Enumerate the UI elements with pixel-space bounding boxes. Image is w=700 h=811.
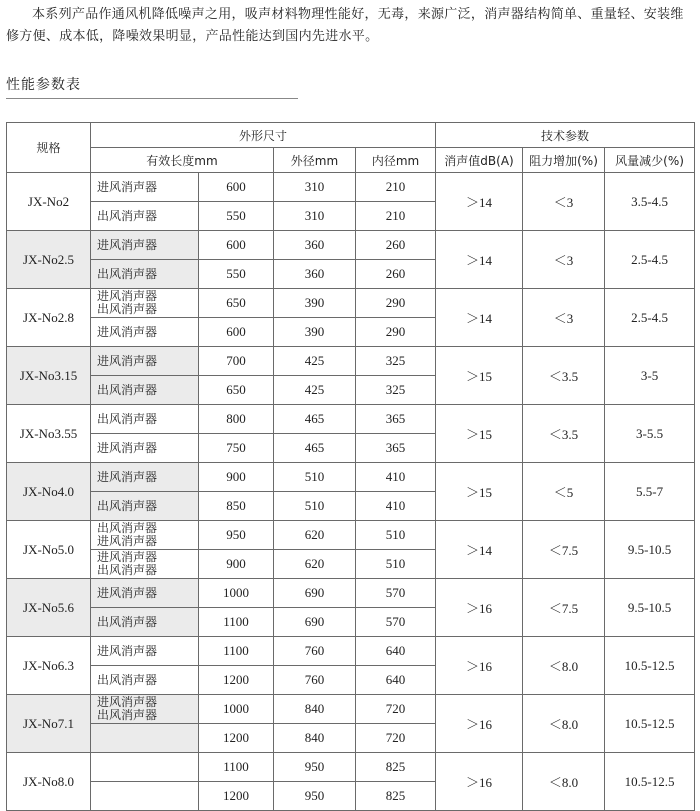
silencer-type-label: 进风消声器 <box>97 550 158 564</box>
silencer-type-cell <box>91 347 199 376</box>
header-effective-length: 有效长度mm <box>91 148 274 173</box>
inner-diameter-cell: 410 <box>356 463 436 492</box>
effective-length-cell: 650 <box>199 376 274 405</box>
model-cell: JX-No2 <box>7 173 91 231</box>
effective-length-cell: 850 <box>199 492 274 521</box>
silencer-type-cell <box>91 608 199 637</box>
resistance-increase-cell: ＜3 <box>523 289 605 347</box>
model-cell: JX-No2.5 <box>7 231 91 289</box>
resistance-increase-cell: ＜7.5 <box>523 579 605 637</box>
inner-diameter-cell: 720 <box>356 724 436 753</box>
airflow-reduction-cell: 9.5-10.5 <box>605 521 695 579</box>
noise-reduction-cell: ＞14 <box>436 231 523 289</box>
silencer-type-label: 进风消声器 <box>97 585 158 600</box>
resistance-increase-cell: ＜3 <box>523 231 605 289</box>
airflow-reduction-cell: 10.5-12.5 <box>605 637 695 695</box>
effective-length-cell: 1000 <box>199 695 274 724</box>
silencer-type-cell <box>91 521 199 550</box>
inner-diameter-cell: 260 <box>356 231 436 260</box>
effective-length-cell: 900 <box>199 463 274 492</box>
inner-diameter-cell: 825 <box>356 782 436 811</box>
outer-diameter-cell: 620 <box>274 550 356 579</box>
table-row <box>7 463 695 492</box>
outer-diameter-cell: 390 <box>274 318 356 347</box>
header-row-top <box>7 123 695 148</box>
table-row <box>7 521 695 550</box>
table-row <box>7 753 695 782</box>
header-technical: 技术参数 <box>436 123 695 148</box>
noise-reduction-cell: ＞16 <box>436 637 523 695</box>
noise-reduction-cell: ＞16 <box>436 695 523 753</box>
silencer-type-label: 进风消声器 <box>97 289 158 303</box>
model-cell: JX-No5.6 <box>7 579 91 637</box>
inner-diameter-cell: 510 <box>356 550 436 579</box>
resistance-increase-cell: ＜5 <box>523 463 605 521</box>
resistance-increase-cell: ＜8.0 <box>523 637 605 695</box>
silencer-type-cell <box>91 463 199 492</box>
inner-diameter-cell: 570 <box>356 579 436 608</box>
silencer-type-label: 进风消声器 <box>97 179 158 194</box>
effective-length-cell: 1200 <box>199 782 274 811</box>
silencer-type-cell <box>91 405 199 434</box>
resistance-increase-cell: ＜3 <box>523 173 605 231</box>
effective-length-cell: 1100 <box>199 753 274 782</box>
silencer-type-cell <box>91 231 199 260</box>
effective-length-cell: 600 <box>199 231 274 260</box>
effective-length-cell: 750 <box>199 434 274 463</box>
effective-length-cell: 550 <box>199 260 274 289</box>
silencer-type-label: 出风消声器 <box>97 614 158 629</box>
model-cell: JX-No3.55 <box>7 405 91 463</box>
noise-reduction-cell: ＞14 <box>436 173 523 231</box>
silencer-type-label: 进风消声器 <box>97 469 158 484</box>
silencer-type-cell <box>91 724 199 753</box>
effective-length-cell: 1100 <box>199 637 274 666</box>
effective-length-cell: 1200 <box>199 724 274 753</box>
noise-reduction-cell: ＞15 <box>436 347 523 405</box>
outer-diameter-cell: 465 <box>274 434 356 463</box>
outer-diameter-cell: 310 <box>274 202 356 231</box>
table-row <box>7 347 695 376</box>
airflow-reduction-cell: 10.5-12.5 <box>605 753 695 811</box>
airflow-reduction-cell: 10.5-12.5 <box>605 695 695 753</box>
outer-diameter-cell: 950 <box>274 782 356 811</box>
outer-diameter-cell: 360 <box>274 260 356 289</box>
silencer-type-label: 进风消声器 <box>97 643 158 658</box>
model-cell: JX-No8.0 <box>7 753 91 811</box>
outer-diameter-cell: 465 <box>274 405 356 434</box>
inner-diameter-cell: 290 <box>356 318 436 347</box>
inner-diameter-cell: 365 <box>356 405 436 434</box>
noise-reduction-cell: ＞16 <box>436 753 523 811</box>
silencer-type-cell <box>91 173 199 202</box>
silencer-type-cell <box>91 782 199 811</box>
silencer-type-label: 进风消声器 <box>97 695 158 709</box>
inner-diameter-cell: 290 <box>356 289 436 318</box>
parameter-table <box>6 122 695 811</box>
outer-diameter-cell: 690 <box>274 608 356 637</box>
airflow-reduction-cell: 3-5.5 <box>605 405 695 463</box>
silencer-type-cell <box>91 550 199 579</box>
resistance-increase-cell: ＜3.5 <box>523 405 605 463</box>
table-row <box>7 289 695 318</box>
outer-diameter-cell: 425 <box>274 347 356 376</box>
model-cell: JX-No4.0 <box>7 463 91 521</box>
table-row <box>7 579 695 608</box>
effective-length-cell: 600 <box>199 173 274 202</box>
outer-diameter-cell: 760 <box>274 637 356 666</box>
airflow-reduction-cell: 3-5 <box>605 347 695 405</box>
silencer-type-label: 进风消声器 <box>97 534 158 548</box>
inner-diameter-cell: 365 <box>356 434 436 463</box>
noise-reduction-cell: ＞15 <box>436 405 523 463</box>
silencer-type-label: 出风消声器 <box>97 521 158 535</box>
model-cell: JX-No5.0 <box>7 521 91 579</box>
silencer-type-cell <box>91 492 199 521</box>
header-row-bottom <box>7 148 695 173</box>
inner-diameter-cell: 410 <box>356 492 436 521</box>
resistance-increase-cell: ＜3.5 <box>523 347 605 405</box>
silencer-type-label: 出风消声器 <box>97 498 158 513</box>
silencer-type-label: 出风消声器 <box>97 266 158 281</box>
noise-reduction-cell: ＞15 <box>436 463 523 521</box>
header-inner-diameter: 内径mm <box>356 148 436 173</box>
inner-diameter-cell: 570 <box>356 608 436 637</box>
inner-diameter-cell: 640 <box>356 637 436 666</box>
table-row <box>7 637 695 666</box>
effective-length-cell: 800 <box>199 405 274 434</box>
airflow-reduction-cell: 9.5-10.5 <box>605 579 695 637</box>
header-resistance-increase: 阻力增加(%) <box>523 148 605 173</box>
silencer-type-label: 进风消声器 <box>97 324 158 339</box>
silencer-type-cell <box>91 434 199 463</box>
table-row <box>7 695 695 724</box>
inner-diameter-cell: 640 <box>356 666 436 695</box>
inner-diameter-cell: 210 <box>356 202 436 231</box>
table-row <box>7 231 695 260</box>
inner-diameter-cell: 325 <box>356 376 436 405</box>
inner-diameter-cell: 825 <box>356 753 436 782</box>
outer-diameter-cell: 690 <box>274 579 356 608</box>
effective-length-cell: 1200 <box>199 666 274 695</box>
outer-diameter-cell: 840 <box>274 724 356 753</box>
effective-length-cell: 950 <box>199 521 274 550</box>
silencer-type-cell <box>91 376 199 405</box>
table-row <box>7 173 695 202</box>
silencer-type-cell <box>91 695 199 724</box>
resistance-increase-cell: ＜8.0 <box>523 695 605 753</box>
resistance-increase-cell: ＜8.0 <box>523 753 605 811</box>
silencer-type-label: 出风消声器 <box>97 411 158 426</box>
silencer-type-label: 进风消声器 <box>97 440 158 455</box>
silencer-type-label: 出风消声器 <box>97 302 158 316</box>
header-airflow-reduction: 风量减少(%) <box>605 148 695 173</box>
outer-diameter-cell: 950 <box>274 753 356 782</box>
effective-length-cell: 1000 <box>199 579 274 608</box>
header-spec: 规格 <box>7 123 91 173</box>
inner-diameter-cell: 260 <box>356 260 436 289</box>
silencer-type-label: 出风消声器 <box>97 563 158 577</box>
silencer-type-cell <box>91 753 199 782</box>
header-outer-diameter: 外径mm <box>274 148 356 173</box>
outer-diameter-cell: 510 <box>274 463 356 492</box>
silencer-type-cell <box>91 260 199 289</box>
header-dimensions: 外形尺寸 <box>91 123 436 148</box>
parameter-table-body <box>7 123 695 811</box>
outer-diameter-cell: 425 <box>274 376 356 405</box>
silencer-type-cell <box>91 289 199 318</box>
silencer-type-label: 出风消声器 <box>97 382 158 397</box>
resistance-increase-cell: ＜7.5 <box>523 521 605 579</box>
effective-length-cell: 700 <box>199 347 274 376</box>
silencer-type-label: 出风消声器 <box>97 708 158 722</box>
effective-length-cell: 1100 <box>199 608 274 637</box>
inner-diameter-cell: 210 <box>356 173 436 202</box>
silencer-type-cell <box>91 579 199 608</box>
silencer-type-label: 出风消声器 <box>97 672 158 687</box>
outer-diameter-cell: 390 <box>274 289 356 318</box>
table-row <box>7 405 695 434</box>
silencer-type-label: 出风消声器 <box>97 208 158 223</box>
title-underline <box>6 98 298 99</box>
outer-diameter-cell: 510 <box>274 492 356 521</box>
outer-diameter-cell: 840 <box>274 695 356 724</box>
silencer-type-cell <box>91 202 199 231</box>
effective-length-cell: 550 <box>199 202 274 231</box>
outer-diameter-cell: 620 <box>274 521 356 550</box>
intro-paragraph: 本系列产品作通风机降低噪声之用，吸声材料物理性能好，无毒，来源广泛，消声器结构简单、重量轻、安装维修方便、成本低，降噪效果明显，产品性能达到国内先进水平。 <box>6 7 684 44</box>
noise-reduction-cell: ＞16 <box>436 579 523 637</box>
noise-reduction-cell: ＞14 <box>436 521 523 579</box>
effective-length-cell: 900 <box>199 550 274 579</box>
airflow-reduction-cell: 2.5-4.5 <box>605 289 695 347</box>
inner-diameter-cell: 325 <box>356 347 436 376</box>
model-cell: JX-No3.15 <box>7 347 91 405</box>
outer-diameter-cell: 360 <box>274 231 356 260</box>
effective-length-cell: 600 <box>199 318 274 347</box>
header-noise-reduction: 消声值dB(A) <box>436 148 523 173</box>
model-cell: JX-No6.3 <box>7 637 91 695</box>
silencer-type-label: 进风消声器 <box>97 237 158 252</box>
section-title: 性能参数表 <box>6 77 81 93</box>
inner-diameter-cell: 720 <box>356 695 436 724</box>
airflow-reduction-cell: 5.5-7 <box>605 463 695 521</box>
silencer-type-cell <box>91 637 199 666</box>
model-cell: JX-No2.8 <box>7 289 91 347</box>
effective-length-cell: 650 <box>199 289 274 318</box>
airflow-reduction-cell: 3.5-4.5 <box>605 173 695 231</box>
outer-diameter-cell: 760 <box>274 666 356 695</box>
silencer-type-cell <box>91 318 199 347</box>
airflow-reduction-cell: 2.5-4.5 <box>605 231 695 289</box>
silencer-type-label: 进风消声器 <box>97 353 158 368</box>
model-cell: JX-No7.1 <box>7 695 91 753</box>
silencer-type-cell <box>91 666 199 695</box>
inner-diameter-cell: 510 <box>356 521 436 550</box>
noise-reduction-cell: ＞14 <box>436 289 523 347</box>
outer-diameter-cell: 310 <box>274 173 356 202</box>
